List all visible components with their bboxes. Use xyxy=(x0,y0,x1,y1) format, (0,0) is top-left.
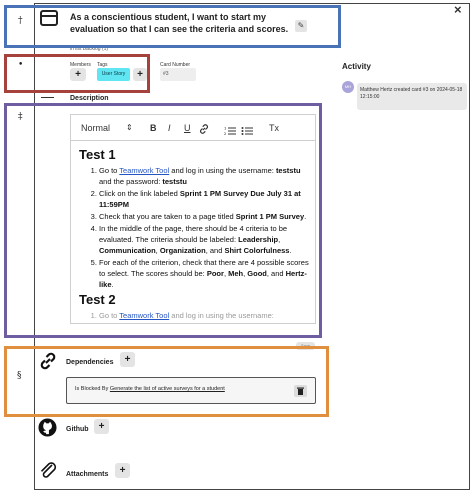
bold-text: Meh xyxy=(228,269,244,278)
italic-button[interactable]: I xyxy=(168,123,171,133)
text: In the middle of the page, there should be 4 criteria to be evaluated. The criteria should be labeled: xyxy=(99,224,288,244)
text: . xyxy=(111,280,114,289)
text: Click on the link labeled xyxy=(99,189,180,198)
bold-text: Communication xyxy=(99,246,156,255)
text: , and xyxy=(266,269,286,278)
text: Check that you are taken to a page titled xyxy=(99,212,236,221)
text: , xyxy=(155,246,160,255)
svg-text:1: 1 xyxy=(224,126,227,131)
card-number-field: #3 xyxy=(160,68,196,81)
test1-heading: Test 1 xyxy=(79,147,116,162)
description-title: Description xyxy=(70,95,109,102)
avatar: MH xyxy=(342,81,354,93)
text: and the password: xyxy=(99,177,163,186)
list-name: in list Backlog (1) xyxy=(70,46,109,52)
editor-link[interactable]: Teamwork Tool xyxy=(119,311,170,320)
dependency-label: Is Blocked By xyxy=(75,386,110,392)
bold-text: teststu xyxy=(275,166,301,175)
marker-bullet: • xyxy=(18,60,24,70)
card-number-label: Card Number xyxy=(160,62,191,68)
activity-title: Activity xyxy=(342,62,371,71)
bold-text: Hertz-like xyxy=(99,269,307,289)
close-button[interactable]: × xyxy=(454,2,462,17)
format-select-arrow-icon[interactable]: ⇕ xyxy=(126,123,133,132)
members-label: Members xyxy=(70,62,91,68)
underline-button[interactable]: U xyxy=(184,123,191,133)
text: Go to xyxy=(99,166,120,175)
add-attachment-button[interactable]: + xyxy=(115,463,130,478)
clear-format-button[interactable]: Tx xyxy=(269,123,279,133)
github-title: Github xyxy=(66,426,89,433)
highlight-header xyxy=(4,5,341,48)
dependencies-title: Dependencies xyxy=(66,359,114,366)
text: and log in using the username: xyxy=(169,166,276,175)
text: , xyxy=(223,269,229,278)
tags-label: Tags xyxy=(97,62,108,68)
bold-text: Leadership xyxy=(238,235,279,244)
add-dependency-button[interactable]: + xyxy=(120,352,135,367)
text: and log in using the username: xyxy=(169,311,274,320)
add-member-button[interactable]: + xyxy=(70,68,86,81)
add-github-button[interactable]: + xyxy=(94,419,109,434)
bold-button[interactable]: B xyxy=(150,123,157,133)
bold-text: Poor xyxy=(206,269,224,278)
card-title: As a conscientious student, I want to start my evaluation so that I can see the criteria and scores. xyxy=(70,12,289,34)
save-description-button[interactable]: Save xyxy=(296,342,315,350)
bold-text: Shirt Colorfulness xyxy=(224,246,290,255)
marker-dagger: † xyxy=(18,16,23,26)
text: , xyxy=(243,269,248,278)
dependency-link[interactable]: Generate the list of active surveys for a student xyxy=(109,386,225,392)
format-select[interactable]: Normal xyxy=(81,123,111,133)
test2-heading: Test 2 xyxy=(79,292,116,307)
bold-text: Organization xyxy=(159,246,206,255)
editor-link[interactable]: Teamwork Tool xyxy=(119,166,170,175)
marker-double-dagger: ‡ xyxy=(18,112,23,122)
activity-entry: Matthew Hertz created card #3 on 2024-05-18 12:15:00 xyxy=(357,83,467,110)
text: , and xyxy=(205,246,225,255)
pencil-icon: ✎ xyxy=(297,21,305,30)
svg-text:2: 2 xyxy=(224,132,227,136)
tag-user-story[interactable]: User Story xyxy=(97,68,130,81)
text: Go to xyxy=(99,311,120,320)
bold-text: Good xyxy=(247,269,267,278)
bold-text: Sprint 1 PM Survey xyxy=(235,212,305,221)
highlight-meta xyxy=(4,54,150,93)
text: For each of the criterion, check that there are 4 possible scores to select. The scores should be: xyxy=(99,258,309,278)
highlight-description xyxy=(4,103,322,338)
attachments-title: Attachments xyxy=(66,471,109,478)
text: . xyxy=(289,246,292,255)
paperclip-icon xyxy=(38,460,58,485)
text: , xyxy=(278,235,281,244)
highlight-dependencies xyxy=(4,346,329,417)
add-tag-button[interactable]: + xyxy=(133,68,147,81)
bold-text: Sprint 1 PM Survey Due July 31 at 11:59PM xyxy=(99,189,301,209)
github-icon xyxy=(38,418,57,442)
text: . xyxy=(304,212,307,221)
marker-section: § xyxy=(17,371,22,381)
bold-text: teststu xyxy=(162,177,187,186)
